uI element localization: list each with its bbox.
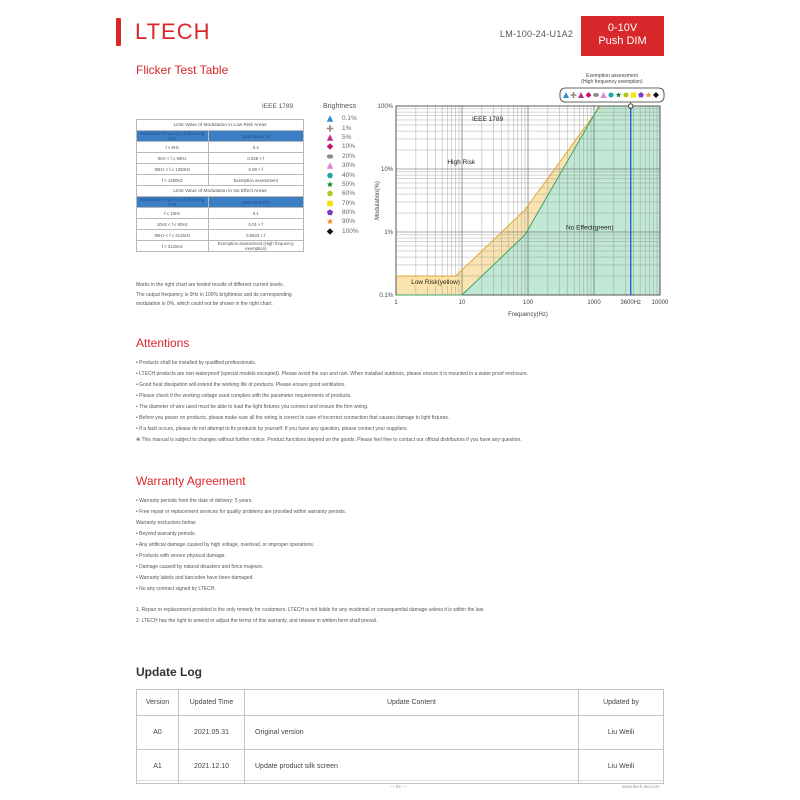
list-item: • Before you power on products, please make sure all the wiring is correct in case of incorrect connection that causes damage to light fixtures. bbox=[136, 415, 450, 421]
list-item: • Good heat dissipation will extend the working life of products. Please ensure good ventilation. bbox=[136, 382, 346, 388]
list-item: • Products with severe physical damage. bbox=[136, 553, 226, 559]
marker-icon bbox=[324, 171, 336, 180]
list-item: • Products shall be installed by qualified professionals. bbox=[136, 360, 257, 366]
ltech-logo bbox=[116, 18, 211, 46]
list-item: • If a fault occurs, please do not attempt to fix products by yourself. If you have any question, please contact your suppliers. bbox=[136, 426, 408, 432]
table-cell: 2021.12.10 bbox=[179, 750, 245, 784]
table-cell: A1 bbox=[137, 750, 179, 784]
ieee-label: IEEE 1789 bbox=[262, 103, 294, 110]
table-cell: 8Hz < f ≤ 90Hz bbox=[137, 153, 209, 164]
exclusions-title: Warranty exclusions below: bbox=[136, 520, 197, 526]
no-effect-title: Limit Value of Modulation in No Effect Areas bbox=[137, 186, 304, 197]
marker-icon bbox=[324, 217, 336, 226]
x-tick-label: 10000 bbox=[651, 300, 669, 306]
marker-icon bbox=[324, 133, 336, 142]
ieee-1789-chart bbox=[356, 73, 672, 325]
no-effect-head-freq: Modulation frequency of flickering (Hz) bbox=[137, 197, 209, 208]
brightness-label: 90% bbox=[342, 218, 356, 226]
footer-url: www.ltech-led.com bbox=[622, 784, 660, 789]
y-tick-label: 1% bbox=[384, 230, 393, 236]
brightness-label: 70% bbox=[342, 199, 356, 207]
x-tick-label: 100 bbox=[522, 300, 534, 306]
table-cell: 0.08 × f bbox=[208, 164, 303, 175]
marker-square bbox=[327, 200, 333, 206]
marker-icon bbox=[324, 142, 336, 151]
list-item: • Any artificial damage caused by high voltage, overload, or improper operations. bbox=[136, 542, 315, 548]
x-tick-label: 10 bbox=[458, 300, 466, 306]
exemption-marker bbox=[608, 92, 613, 97]
marker-star bbox=[327, 219, 333, 225]
brightness-label: 80% bbox=[342, 209, 356, 217]
region-label-high-risk: High Risk bbox=[447, 159, 476, 167]
table-cell: 10Hz < f ≤ 90Hz bbox=[137, 219, 209, 230]
marker-plus bbox=[327, 125, 334, 132]
table-cell: Update product silk screen bbox=[245, 750, 579, 784]
x-tick-label: 1 bbox=[394, 300, 398, 306]
exemption-marker bbox=[631, 92, 636, 97]
exemption-text-2: (High frequency exemption) bbox=[581, 79, 643, 85]
marker-circle bbox=[327, 191, 333, 197]
table-cell: Original version bbox=[245, 716, 579, 750]
chart-note bbox=[136, 281, 292, 310]
marker-icon bbox=[324, 124, 336, 133]
marker-icon bbox=[324, 208, 336, 217]
brightness-title: Brightness bbox=[323, 103, 357, 110]
y-axis-label: Modulation(%) bbox=[375, 181, 381, 220]
model-number: LM-100-24-U1A2 bbox=[500, 29, 574, 39]
note-line: modulation is 0%, which could not be shown in the right chart. bbox=[136, 301, 273, 307]
table-cell: 2021.05.31 bbox=[179, 716, 245, 750]
note-line: Marks in the right chart are tested results of different current levels. bbox=[136, 282, 285, 288]
table-cell: Exemption assessment (High frequency exemption) bbox=[208, 241, 303, 252]
table-cell: Liu Weili bbox=[579, 750, 664, 784]
marker-icon bbox=[324, 180, 336, 189]
brightness-label: 60% bbox=[342, 190, 356, 198]
col-update-content: Update Content bbox=[245, 690, 579, 716]
brightness-label: 0.1% bbox=[342, 115, 357, 123]
exemption-point bbox=[629, 104, 633, 108]
table-cell: 90Hz < f ≤ 1250Hz bbox=[137, 164, 209, 175]
footer-rule bbox=[136, 780, 664, 781]
warranty-list bbox=[136, 496, 346, 595]
brightness-label: 40% bbox=[342, 171, 356, 179]
table-cell: A0 bbox=[137, 716, 179, 750]
limit-table bbox=[136, 119, 304, 252]
table-cell: 0.01 × f bbox=[208, 219, 303, 230]
update-log-table bbox=[136, 689, 664, 784]
marker-tri bbox=[327, 115, 334, 122]
exemption-annotation bbox=[560, 73, 664, 104]
logo-text: LTECH bbox=[135, 19, 211, 44]
list-item: • LTECH products are non-waterproof (special models excepted). Please avoid the sun and rain. When installed outdoors, please ensure it is mounted in a water proof enclosure. bbox=[136, 371, 529, 377]
dimming-badge bbox=[581, 16, 664, 56]
attentions-list bbox=[136, 358, 528, 446]
table-cell: 90Hz < f ≤ 3125Hz bbox=[137, 230, 209, 241]
logo-mark bbox=[116, 18, 121, 46]
y-tick-label: 100% bbox=[377, 104, 393, 110]
table-cell: 0.025 × f bbox=[208, 153, 303, 164]
marker-tri bbox=[327, 134, 334, 141]
x-tick-label: 3600Hz bbox=[620, 300, 642, 306]
update-log-title: Update Log bbox=[136, 665, 202, 679]
x-tick-label: 1000 bbox=[587, 300, 601, 306]
brightness-label: 1% bbox=[342, 124, 352, 132]
marker-icon bbox=[324, 189, 336, 198]
list-item: • Damage caused by natural disasters and force majeure. bbox=[136, 564, 264, 570]
list-item: • No any contract signed by LTECH. bbox=[136, 586, 216, 592]
brightness-label: 100% bbox=[342, 227, 359, 235]
badge-line-1: 0-10V bbox=[607, 22, 638, 34]
x-axis-label: Frequency(Hz) bbox=[508, 312, 548, 318]
region-label-no-effect: No Effect(green) bbox=[566, 224, 614, 232]
y-tick-label: 0.1% bbox=[379, 293, 393, 299]
table-cell: f ≤ 10Hz bbox=[137, 208, 209, 219]
note-line: The output frequency is 0Hz in 100% brightness and its corresponding bbox=[136, 291, 292, 298]
marker-diamond bbox=[327, 144, 334, 151]
exemption-marker bbox=[623, 92, 628, 97]
list-item: • Warranty labels and barcodes have been damaged. bbox=[136, 575, 254, 581]
table-cell: f > 1250Hz bbox=[137, 175, 209, 186]
marker-tri bbox=[327, 162, 334, 169]
marker-icon bbox=[324, 227, 336, 236]
marker-ellipse bbox=[327, 154, 334, 158]
brightness-label: 5% bbox=[342, 133, 352, 141]
low-risk-title: Limit Value of Modulation in Low Risk Areas bbox=[137, 120, 304, 131]
col-version: Version bbox=[137, 690, 179, 716]
chart-title: IEEE 1789 bbox=[472, 116, 504, 123]
exemption-marker bbox=[593, 93, 599, 97]
note-item: 2. LTECH has the right to amend or adjust the terms of this warranty, and release in written form shall prevail. bbox=[136, 618, 378, 624]
table-row bbox=[137, 716, 664, 750]
y-tick-label: 10% bbox=[380, 167, 393, 173]
table-cell: Liu Weili bbox=[579, 716, 664, 750]
list-item: • Warranty periods from the date of delivery: 5 years. bbox=[136, 498, 253, 504]
table-cell: f ≤ 8Hz bbox=[137, 142, 209, 153]
warranty-title: Warranty Agreement bbox=[136, 474, 246, 488]
marker-icon bbox=[324, 152, 336, 161]
table-cell: Exemption assessment bbox=[208, 175, 303, 186]
no-effect-head-limit: Limit value (%) bbox=[208, 197, 303, 208]
list-item: • Beyond warranty periods. bbox=[136, 531, 196, 537]
marker-diamond bbox=[327, 228, 334, 235]
region-label-low-risk: Low Risk(yellow) bbox=[411, 279, 460, 287]
table-cell: 0.1 bbox=[208, 208, 303, 219]
brightness-label: 30% bbox=[342, 162, 356, 170]
low-risk-head-freq: Modulation frequency of flickering (Hz) bbox=[137, 131, 209, 142]
col-updated-by: Updated by bbox=[579, 690, 664, 716]
table-cell: 0.2 bbox=[208, 142, 303, 153]
warranty-notes bbox=[136, 605, 484, 627]
brightness-label: 10% bbox=[342, 143, 356, 151]
marker-circle bbox=[327, 172, 333, 178]
marker-icon bbox=[324, 114, 336, 123]
table-cell: f > 3125Hz bbox=[137, 241, 209, 252]
table-row bbox=[137, 750, 664, 784]
attentions-title: Attentions bbox=[136, 336, 190, 350]
marker-icon bbox=[324, 199, 336, 208]
col-updated-time: Updated Time bbox=[179, 690, 245, 716]
marker-pentagon bbox=[327, 209, 333, 215]
page-number: — 04 — bbox=[390, 784, 407, 789]
exemption-text-1: Exemption assessment bbox=[586, 73, 638, 79]
brightness-label: 50% bbox=[342, 180, 356, 188]
list-item: ❋ This manual is subject to changes without further notice. Product functions depend on the goods. Please feel free to contact our official distributors if you have any question. bbox=[136, 437, 522, 443]
brightness-label: 20% bbox=[342, 152, 356, 160]
list-item: • Free repair or replacement services for quality problems are provided within warranty periods. bbox=[136, 509, 347, 515]
marker-icon bbox=[324, 161, 336, 170]
marker-star bbox=[327, 181, 333, 187]
low-risk-head-limit: Limit value (%) bbox=[208, 131, 303, 142]
flicker-title: Flicker Test Table bbox=[136, 63, 229, 77]
note-item: 1. Repair or replacement provided is the only remedy for customers. LTECH is not liable for any incidental or consequential damage unless it is within the law. bbox=[136, 607, 485, 613]
list-item: • Please check if the working voltage used complies with the parameter requirements of products. bbox=[136, 393, 352, 399]
badge-line-2: Push DIM bbox=[598, 35, 647, 47]
table-cell: 0.0833 × f bbox=[208, 230, 303, 241]
list-item: • The diameter of wire used must be able to load the light fixtures you connect and ensure the firm wiring. bbox=[136, 404, 369, 410]
